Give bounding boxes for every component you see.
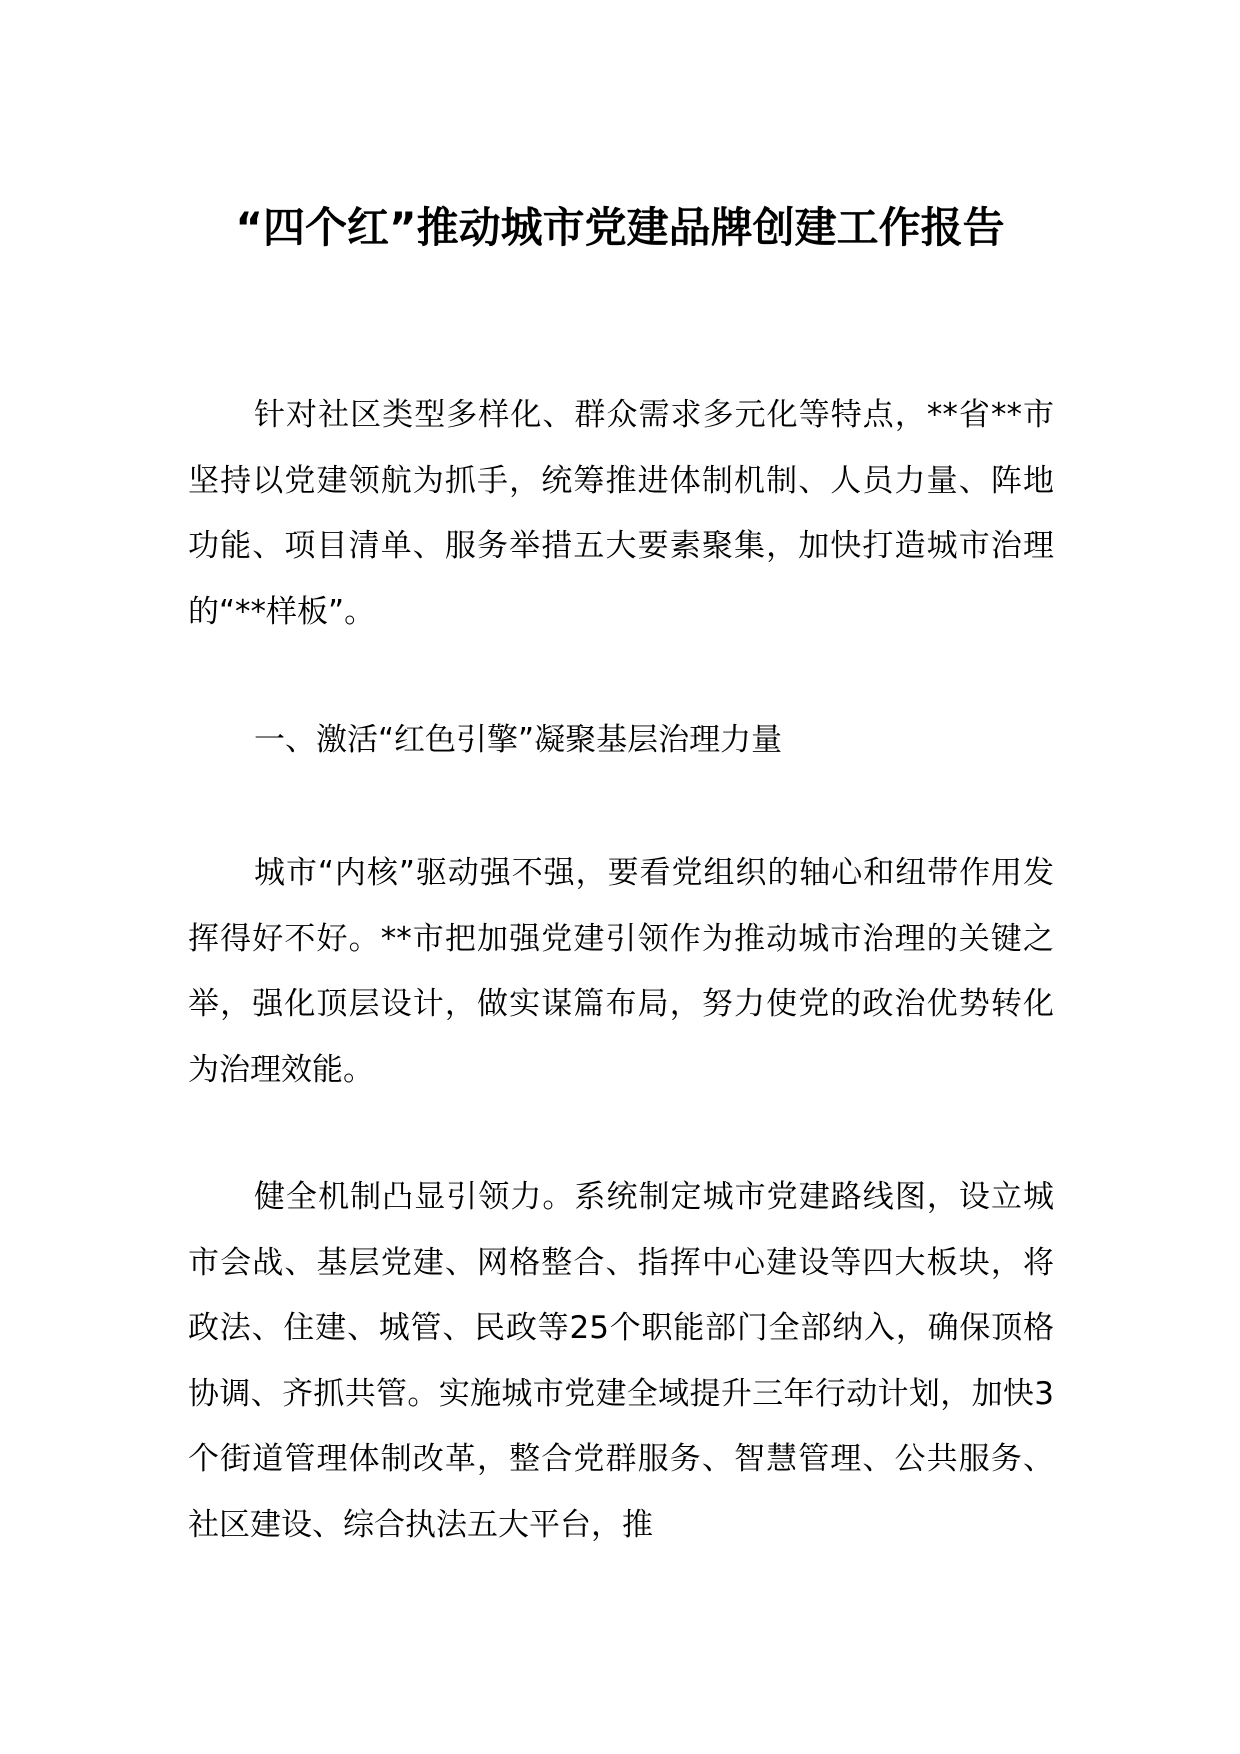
document-title: “四个红”推动城市党建品牌创建工作报告 — [235, 203, 1005, 252]
section-heading-1: 一、激活“红色引擎”凝聚基层治理力量 — [254, 722, 783, 758]
section-1-paragraph-2: 健全机制凸显引领力。系统制定城市党建路线图，设立城市会战、基层党建、网格整合、指挥中心建设等四大板块，将政法、住建、城管、民政等25个职能部门全部纳入，确保顶格协调、齐抓共管。实施城市党建全域提升三年行动计划，加快3个街道管理体制改革，整合党群服务、智慧管理、公共服务、社区建设、综合执法五大平台，推 — [188, 1179, 1054, 1543]
intro-paragraph: 针对社区类型多样化、群众需求多元化等特点，**省**市坚持以党建领航为抓手，统筹推进体制机制、人员力量、阵地功能、项目清单、服务举措五大要素聚集，加快打造城市治理的“**样板”。 — [188, 397, 1054, 630]
section-1-paragraph-1: 城市“内核”驱动强不强，要看党组织的轴心和纽带作用发挥得好不好。**市把加强党建引领作为推动城市治理的关键之举，强化顶层设计，做实谋篇布局，努力使党的政治优势转化为治理效能。 — [188, 855, 1054, 1088]
